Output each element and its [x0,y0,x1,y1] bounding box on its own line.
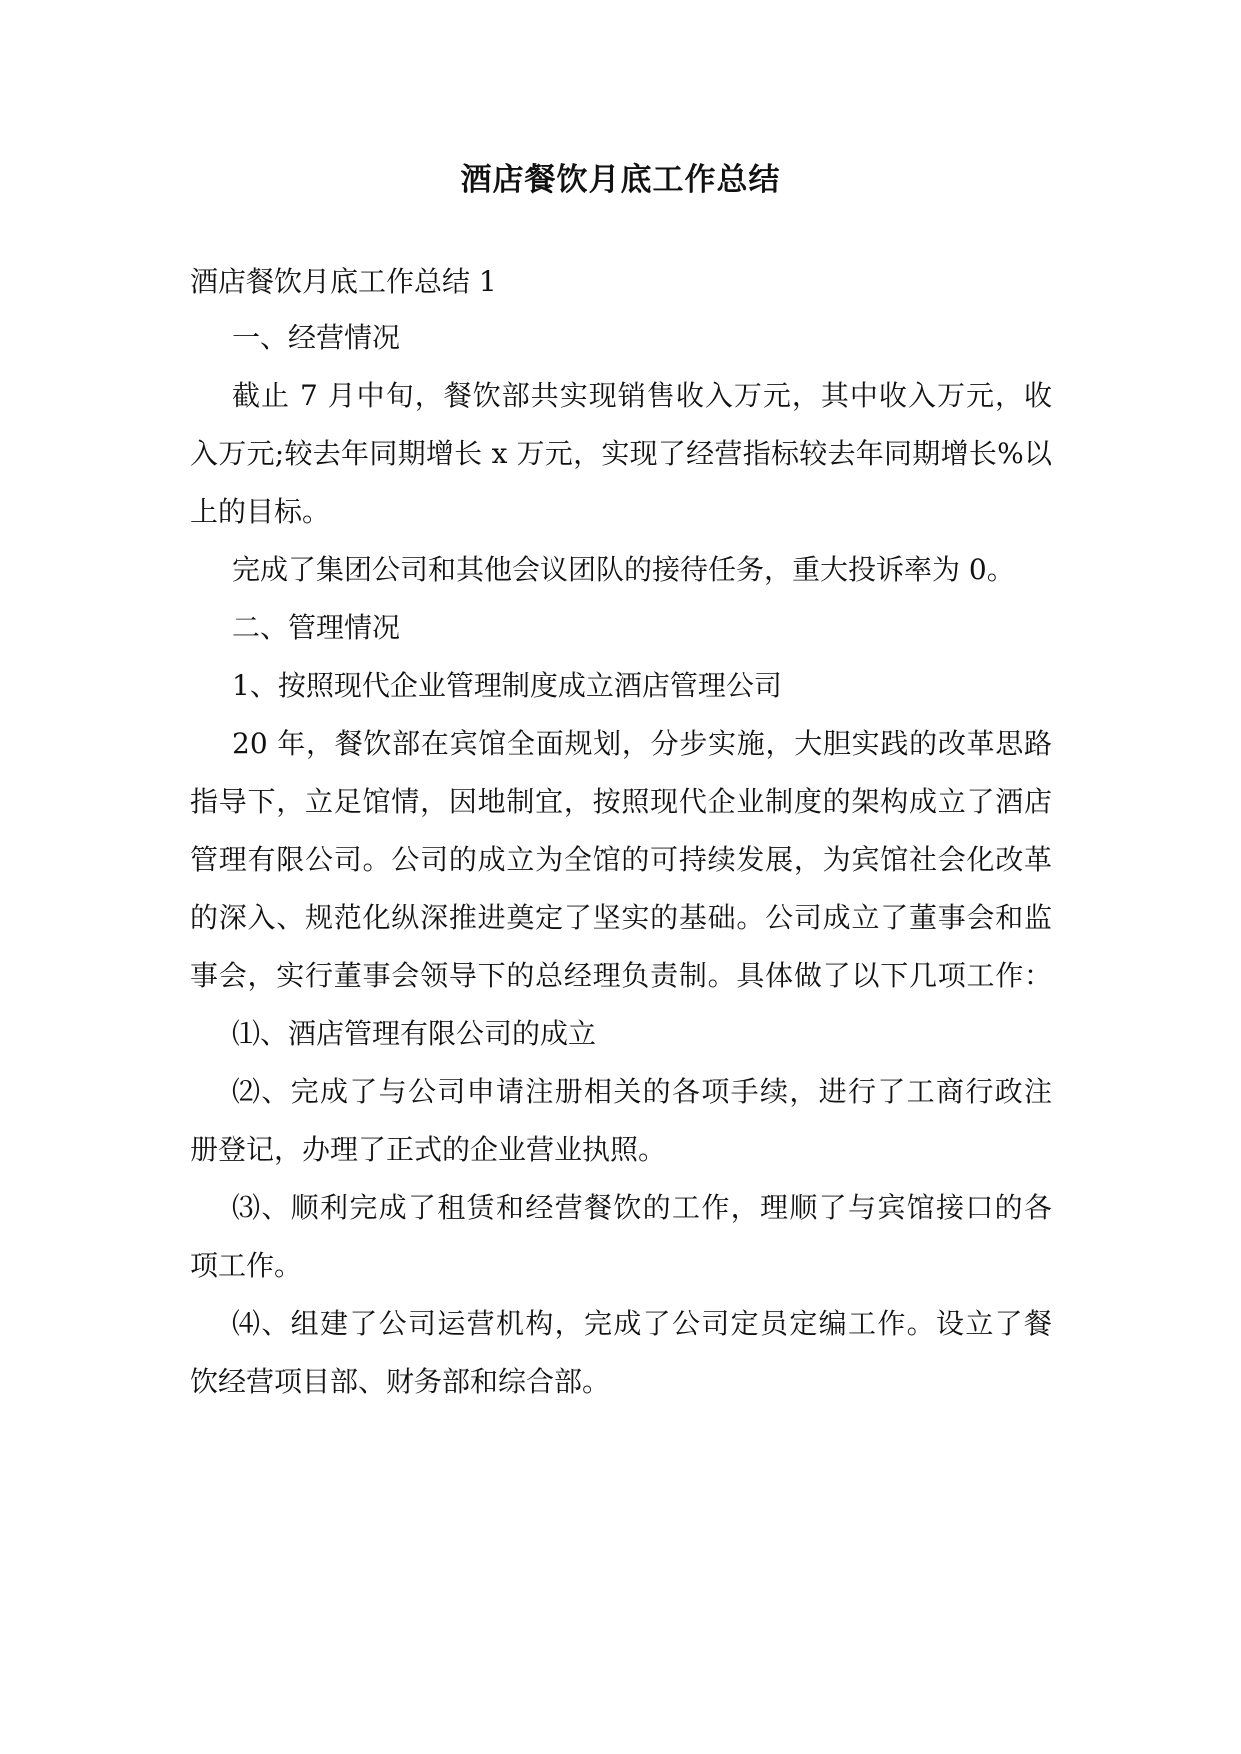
paragraph-line: 项工作。 [190,1249,303,1282]
subsection-heading: 二、管理情况 [232,611,401,644]
paragraph-line: 指导下，立足馆情，因地制宜，按照现代企业制度的架构成立了酒店 [190,785,1052,818]
paragraph-line: 饮经营项目部、财务部和综合部。 [190,1365,611,1398]
document-title: 酒店餐饮月底工作总结 [460,162,781,198]
paragraph-line: 事会，实行董事会领导下的总经理负责制。具体做了以下几项工作： [190,959,1052,992]
paragraph-line: 完成了集团公司和其他会议团队的接待任务，重大投诉率为 0。 [232,553,1015,586]
subsection-heading: 一、经营情况 [232,321,401,354]
paragraph-line: 截止 7 月中旬，餐饮部共实现销售收入万元，其中收入万元，收 [232,379,1052,412]
list-item: ⑵、完成了与公司申请注册相关的各项手续，进行了工商行政注 [232,1075,1052,1108]
list-item: ⑶、顺利完成了租赁和经营餐饮的工作，理顺了与宾馆接口的各 [232,1191,1052,1224]
list-item: ⑷、组建了公司运营机构，完成了公司定员定编工作。设立了餐 [232,1307,1052,1340]
list-item: ⑴、酒店管理有限公司的成立 [232,1017,597,1050]
paragraph-line: 入万元;较去年同期增长 x 万元，实现了经营指标较去年同期增长%以 [190,437,1052,470]
subsection-heading: 1、按照现代企业管理制度成立酒店管理公司 [232,669,782,702]
paragraph-line: 20 年，餐饮部在宾馆全面规划，分步实施，大胆实践的改革思路 [232,727,1052,760]
paragraph-line: 册登记，办理了正式的企业营业执照。 [190,1133,667,1166]
paragraph-line: 管理有限公司。公司的成立为全馆的可持续发展，为宾馆社会化改革 [190,843,1052,876]
paragraph-line: 上的目标。 [190,495,331,528]
paragraph-line: 的深入、规范化纵深推进奠定了坚实的基础。公司成立了董事会和监 [190,901,1052,934]
section-heading: 酒店餐饮月底工作总结 1 [190,265,497,298]
